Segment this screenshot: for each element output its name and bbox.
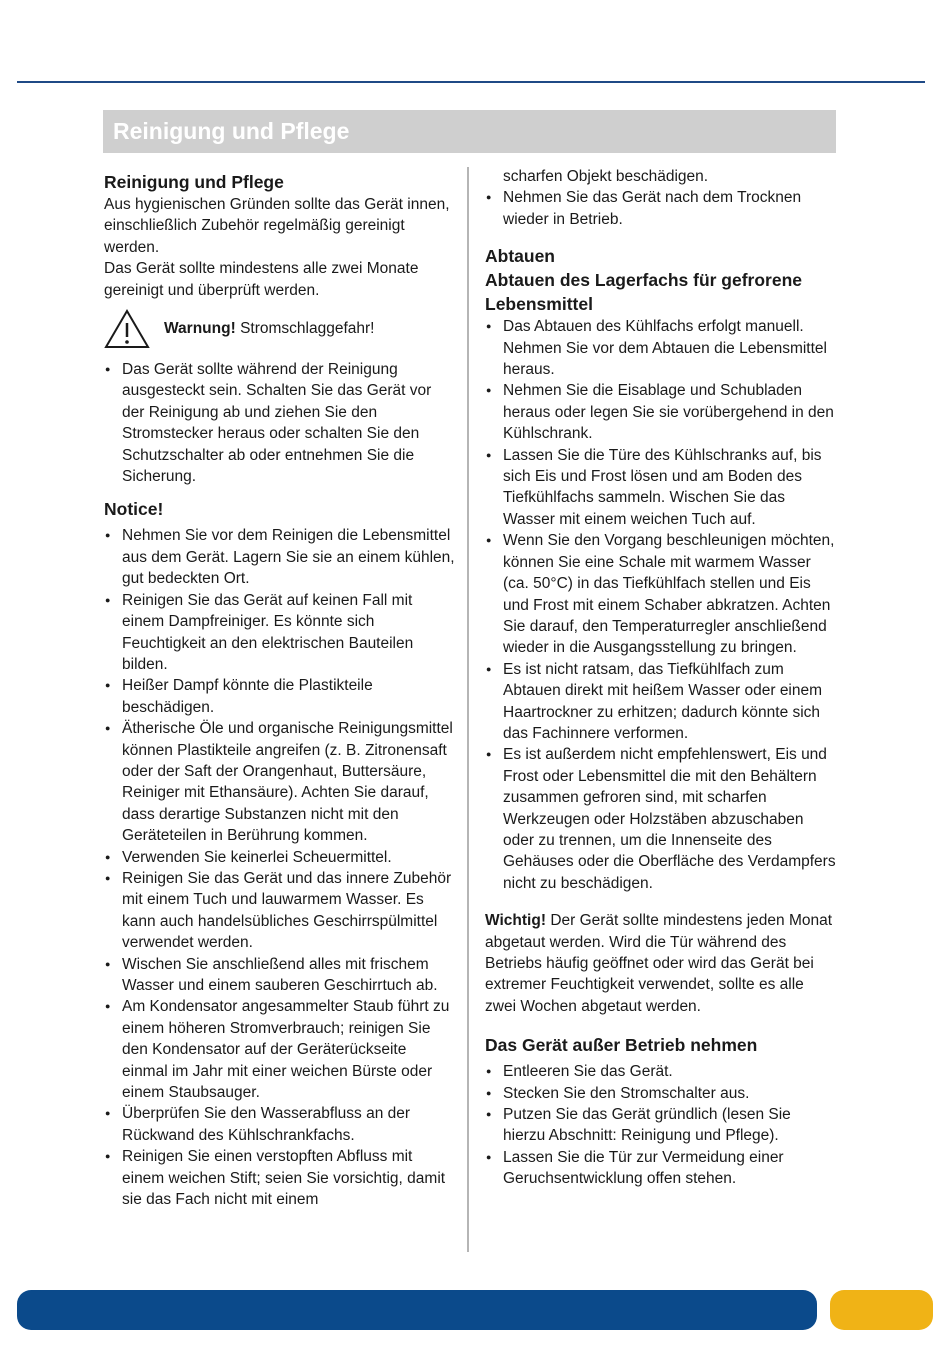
list-item: ● Nehmen Sie das Gerät nach dem Trocknen wieder in Betrieb. [485,187,837,230]
list-item: ● Heißer Dampf könnte die Plastikteile beschädigen. [104,675,456,718]
list-item: ● Lassen Sie die Tür zur Vermeidung einer Geruchsentwicklung offen stehen. [485,1147,837,1190]
defrost-heading: Abtauen [485,246,555,267]
list-item: scharfen Objekt beschädigen. [503,168,709,185]
section-banner: Reinigung und Pflege [103,110,836,153]
list-item: ● Nehmen Sie die Eisablage und Schubladen heraus oder legen Sie sie vorübergehend in den Kühlschrank. [485,380,837,444]
left-column [104,170,456,1210]
list-item: ● Putzen Sie das Gerät gründlich (lesen Sie hierzu Abschnitt: Reinigung und Pflege). [485,1104,837,1147]
notice-heading: Notice! [104,499,164,520]
warning-icon [104,309,150,349]
decommission-heading: Das Gerät außer Betrieb nehmen [485,1035,758,1056]
list-item: ● Es ist außerdem nicht empfehlenswert, Eis und Frost oder Lebensmittel die mit den Behältern zusammen gefroren sind, mit scharfen Werkzeugen oder Holzstäben abzuschaben oder zu trennen, um die Innenseite des Gehäuses oder die Oberfläche des Verdampfers nicht zu beschädigen. [485,744,837,894]
defrost-list [485,316,837,894]
list-item: ● Lassen Sie die Türe des Kühlschranks auf, bis sich Eis und Frost lösen und am Boden des Tiefkühlfachs sammeln. Wischen Sie das Wasser mit einem weichen Tuch auf. [485,445,837,531]
footer-bar [17,1290,817,1330]
list-item: ● Nehmen Sie vor dem Reinigen die Lebensmittel aus dem Gerät. Lagern Sie sie an einem kühlen, gut bedeckten Ort. [104,525,456,589]
list-item: ● Es ist nicht ratsam, das Tiefkühlfach zum Abtauen direkt mit heißem Wasser oder einem Haartrockner zu erhitzen; dadurch könnte sich das Fachinnere verformen. [485,659,837,745]
page-number-tab [830,1290,933,1330]
important-text: Der Gerät sollte mindestens jeden Monat abgetaut werden. Wird die Tür während des Betriebs häufig geöffnet oder wird das Gerät bei extremer Feuchtigkeit verwendet, sollte es alle zwei Wochen abgetaut werden. [485,912,833,1015]
warning-list [104,359,456,487]
list-item: ● Das Abtauen des Kühlfachs erfolgt manuell. Nehmen Sie vor dem Abtauen die Lebensmittel heraus. [485,316,837,380]
list-item: ● Stecken Sie den Stromschalter aus. [485,1083,837,1104]
intro-paragraph: Das Gerät sollte mindestens alle zwei Monate gereinigt und überprüft werden. [104,260,419,299]
list-item: ● Am Kondensator angesammelter Staub führt zu einem höheren Stromverbrauch; reinigen Sie den Kondensator auf der Geräterückseite einmal im Jahr mit einer weichen Bürste oder einem Staubsauger. [104,996,456,1103]
decommission-list [485,1061,837,1189]
list-item: ● Überprüfen Sie den Wasserabfluss an der Rückwand des Kühlschrankfachs. [104,1103,456,1146]
list-item: ● Wenn Sie den Vorgang beschleunigen möchten, können Sie eine Schale mit warmem Wasser (ca. 50°C) in das Tiefkühlfach stellen und Eis und Frost mit einem Schaber abkratzen. Achten Sie darauf, den Temperaturregler anschließend wieder in die Ausgangsstellung zu bringen. [485,530,837,658]
list-item: ● Wischen Sie anschließend alles mit frischem Wasser und einem sauberen Geschirrtuch ab. [104,954,456,997]
notice-list [104,525,456,1210]
list-item: ● Reinigen Sie das Gerät und das innere Zubehör mit einem Tuch und lauwarmem Wasser. Es kann auch handelsübliches Geschirrspülmittel verwendet werden. [104,868,456,954]
right-column [485,166,837,1190]
warning-box [104,309,456,349]
cleaning-heading: Reinigung und Pflege [104,172,284,192]
warning-text: Stromschlaggefahr! [240,320,375,338]
defrost-subheading: Abtauen des Lagerfachs für gefrorene Lebensmittel [485,270,803,315]
continued-list [485,166,837,230]
list-item: ● Ätherische Öle und organische Reinigungsmittel können Plastikteile angreifen (z. B. Zitronensaft oder der Saft der Orangenhaut, Buttersäure, Reiniger mit Ethansäure). Achten Sie darauf, dass derartige Substanzen nicht mit den Geräteteilen in Berührung kommen. [104,718,456,846]
important-label: Wichtig! [485,912,546,930]
warning-label: Warnung! [164,320,236,338]
important-note [485,910,837,1017]
list-item: ● Das Gerät sollte während der Reinigung ausgesteckt sein. Schalten Sie das Gerät vor der Reinigung ab und ziehen Sie den Stromstecker heraus oder schalten Sie den Schutzschalter ab oder entnehmen Sie die Sicherung. [104,359,456,487]
top-rule [17,81,925,83]
column-divider [467,167,469,1252]
list-item: ● Entleeren Sie das Gerät. [485,1061,837,1082]
list-item: ● Verwenden Sie keinerlei Scheuermittel. [104,847,456,868]
intro-paragraph: Aus hygienischen Gründen sollte das Gerät innen, einschließlich Zubehör regelmäßig gereinigt werden. [104,196,450,256]
list-item: ● Reinigen Sie einen verstopften Abfluss mit einem weichen Stift; seien Sie vorsichtig, damit sie das Fach nicht mit einem [104,1146,456,1210]
list-item: ● Reinigen Sie das Gerät auf keinen Fall mit einem Dampfreiniger. Es könnte sich Feuchtigkeit an den elektrischen Bauteilen bilden. [104,590,456,676]
